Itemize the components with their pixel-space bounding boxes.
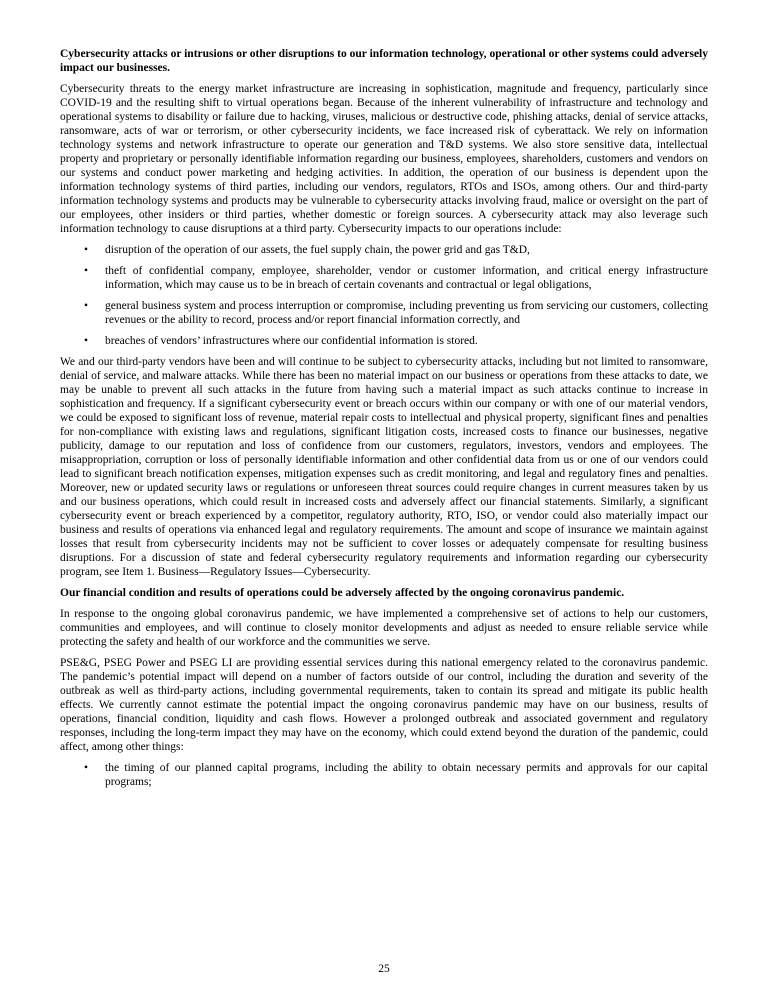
bullet-text: disruption of the operation of our assets, the fuel supply chain, the power grid and gas T&D,	[105, 244, 530, 256]
coronavirus-impacts-list	[60, 761, 708, 789]
cybersecurity-impacts-list	[60, 243, 708, 348]
bullet-icon: •	[84, 244, 89, 256]
risk-heading-cybersecurity: Cybersecurity attacks or intrusions or other disruptions to our information technology, operational or other systems could adversely impact our businesses.	[60, 48, 708, 74]
list-item	[60, 299, 708, 327]
bullet-icon: •	[84, 762, 89, 774]
bullet-icon: •	[84, 335, 89, 347]
paragraph-coronavirus-impact: PSE&G, PSEG Power and PSEG LI are providing essential services during this national emergency related to the coronavirus pandemic. The pandemic’s potential impact will depend on a number of factors outside of our control, including the duration and severity of the outbreak as well as third-party actions, including governmental requirements, taken to contain its spread and mitigate its public health effects. We currently cannot estimate the potential impact the ongoing coronavirus pandemic may have on our business, results of operations, financial condition, liquidity and cash flows. However a prolonged outbreak and associated government and regulatory responses, including the long-term impact they may have on the economy, which could extend beyond the duration of the pandemic, could affect, among other things:	[60, 657, 708, 753]
bullet-text: theft of confidential company, employee, shareholder, vendor or customer information, and critical energy infrastructure information, which may cause us to be in breach of certain covenants and contractual or legal obligations,	[105, 265, 708, 291]
bullet-text: general business system and process interruption or compromise, including preventing us from servicing our customers, collecting revenues or the ability to record, process and/or report financial information correctly, and	[105, 300, 708, 326]
page-number: 25	[378, 963, 390, 975]
paragraph-coronavirus-response: In response to the ongoing global coronavirus pandemic, we have implemented a comprehensive set of actions to help our customers, communities and employees, and will continue to closely monitor developments and adjust as needed to ensure reliable service while protecting the safety and health of our workforce and the communities we serve.	[60, 608, 708, 648]
bullet-icon: •	[84, 265, 89, 277]
risk-heading-coronavirus: Our financial condition and results of operations could be adversely affected by the ongoing coronavirus pandemic.	[60, 587, 625, 599]
bullet-icon: •	[84, 300, 89, 312]
list-item	[60, 761, 708, 789]
paragraph-cybersecurity-intro: Cybersecurity threats to the energy market infrastructure are increasing in sophistication, magnitude and frequency, particularly since COVID-19 and the resulting shift to virtual operations began. Because of the inherent vulnerability of infrastructure and technology and operational systems to disability or failure due to hacking, viruses, malicious or destructive code, phishing attacks, denial of service attacks, ransomware, acts of war or terrorism, or other cybersecurity incidents, we face increased risk of cyberattack. We rely on information technology systems and network infrastructure to operate our generation and T&D systems. We also store sensitive data, intellectual property and proprietary or personally identifiable information regarding our business, employees, shareholders, customers and vendors on our systems and conduct power marketing and hedging activities. In addition, the operation of our business is dependent upon the information technology systems of third parties, including our vendors, regulators, RTOs and ISOs, among others. Our and third-party information technology systems and products may be vulnerable to cybersecurity attacks involving fraud, malice or oversight on the part of our employees, other insiders or third parties, whether domestic or foreign sources. A cybersecurity attack may also leverage such information technology to cause disruptions at a third party. Cybersecurity impacts to our operations include:	[60, 83, 708, 235]
list-item	[60, 243, 708, 257]
list-item	[60, 334, 708, 348]
bullet-text: the timing of our planned capital programs, including the ability to obtain necessary permits and approvals for our capital programs;	[105, 762, 708, 788]
bullet-text: breaches of vendors’ infrastructures where our confidential information is stored.	[105, 335, 478, 347]
paragraph-cybersecurity-consequences: We and our third-party vendors have been and will continue to be subject to cybersecurity attacks, including but not limited to ransomware, denial of service, and malware attacks. While there has been no material impact on our business or operations from these attacks to date, we may be unable to prevent all such attacks in the future from having such a material impact as such attacks continue to increase in sophistication and frequency. If a significant cybersecurity event or breach occurs within our company or with one of our material vendors, we could be exposed to significant loss of revenue, material repair costs to intellectual and physical property, significant fines and penalties for non-compliance with existing laws and regulations, significant litigation costs, increased costs to finance our businesses, negative publicity, damage to our reputation and loss of confidence from our customers, regulators, investors, vendors and employees. The misappropriation, corruption or loss of personally identifiable information and other confidential data from us or one of our vendors could lead to significant breach notification expenses, mitigation expenses such as credit monitoring, and legal and regulatory fines and penalties. Moreover, new or updated security laws or regulations or unforeseen threat sources could require changes in current measures taken by us and our business operations, which could result in increased costs and adversely affect our financial statements. Similarly, a significant cybersecurity event or breach experienced by a competitor, regulatory authority, RTO, ISO, or vendor could also materially impact our business and results of operations via enhanced legal and regulatory requirements. The amount and scope of insurance we maintain against losses that result from cybersecurity incidents may not be sufficient to cover losses or adequately compensate for resulting business disruptions. For a discussion of state and federal cybersecurity regulatory requirements and information regarding our cybersecurity program, see Item 1. Business—Regulatory Issues—Cybersecurity.	[60, 356, 708, 578]
list-item	[60, 264, 708, 292]
